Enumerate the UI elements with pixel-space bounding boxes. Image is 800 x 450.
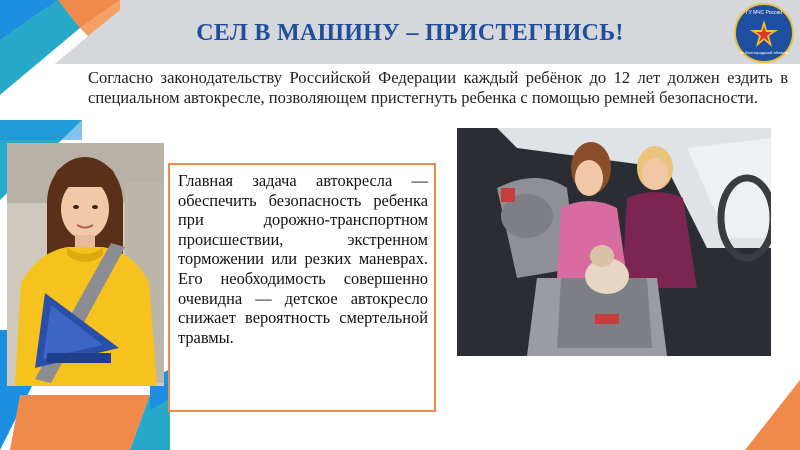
photo-girl-seatbelt <box>7 143 164 386</box>
photo-child-booster-seat <box>457 128 771 356</box>
photo-girl-seatbelt-illustration <box>7 143 164 386</box>
intro-paragraph: Согласно законодательству Российской Федерации каждый ребёнок до 12 лет должен ездить в специальном автокресле, позволяющем пристегнуть ребенка с помощью ремней безопасности. <box>88 68 788 107</box>
emblem-bottom-text: по Волгоградской области <box>739 50 789 55</box>
emblem-top-text: ГУ МЧС России <box>745 10 783 16</box>
photo-child-booster-illustration <box>457 128 771 356</box>
info-text: Главная задача автокресла — обеспечить безопасность ребенка при дорожно-транспортном происшествии, экстренном торможении или резких маневрах. Его необходимость совершенно очевидна — детское автокресло снижает вероятность смертельной травмы. <box>178 171 428 347</box>
page-title: СЕЛ В МАШИНУ – ПРИСТЕГНИСЬ! <box>196 20 624 46</box>
info-text-box <box>168 163 436 412</box>
